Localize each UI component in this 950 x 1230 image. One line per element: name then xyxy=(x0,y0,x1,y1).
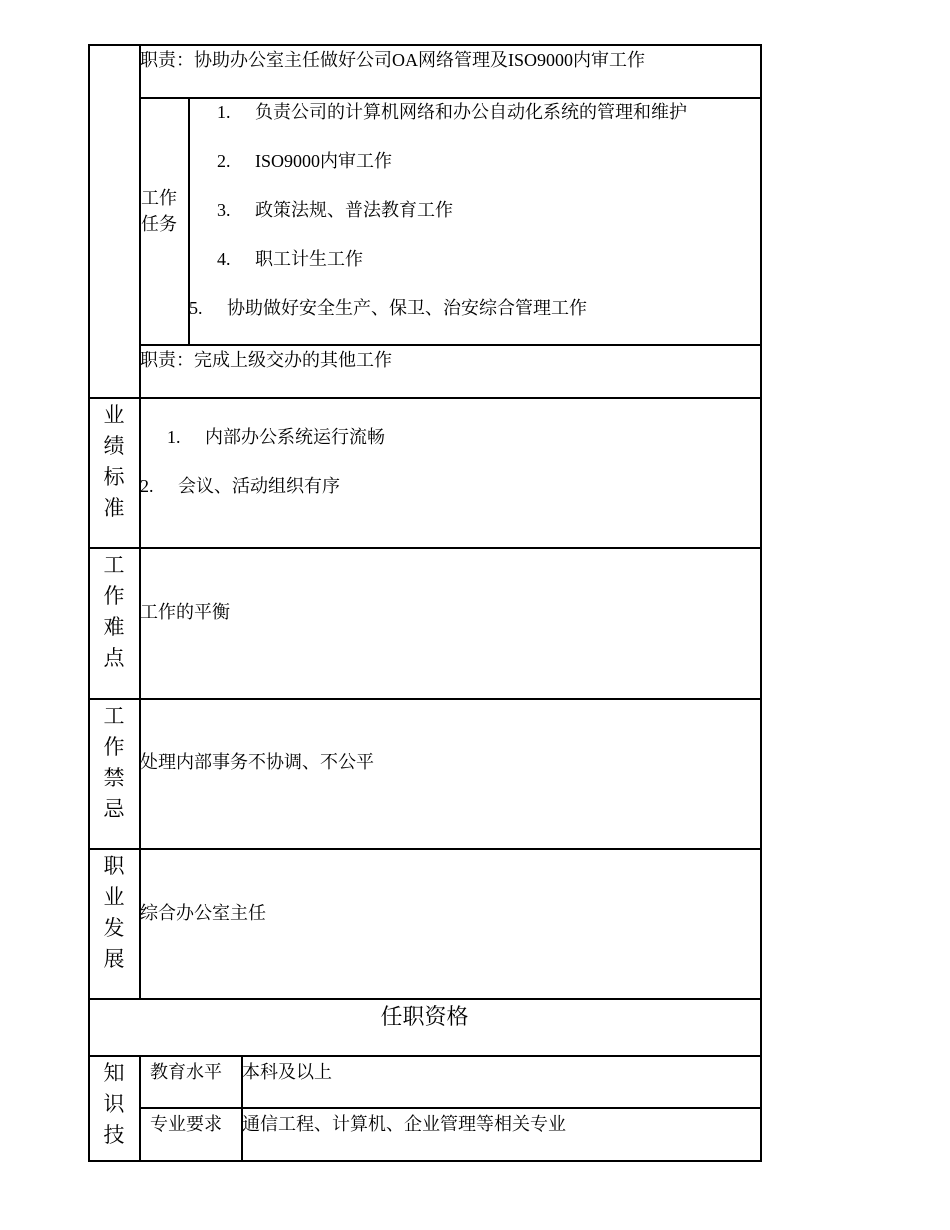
task-label-line-2: 任务 xyxy=(141,214,177,234)
performance-text: 内部办公系统运行流畅 xyxy=(205,427,385,447)
qualification-title-bottom-line xyxy=(88,1055,761,1057)
table-border-right xyxy=(760,44,762,1162)
performance-item-1 xyxy=(167,426,385,448)
label-char: 知 xyxy=(103,1061,125,1085)
major-value: 通信工程、计算机、企业管理等相关专业 xyxy=(242,1114,566,1134)
label-char: 标 xyxy=(103,465,125,489)
performance-number: 1. xyxy=(167,427,181,447)
education-value: 本科及以上 xyxy=(242,1062,332,1082)
label-char: 作 xyxy=(103,584,125,608)
performance-number: 2. xyxy=(140,476,154,496)
label-char: 绩 xyxy=(103,434,125,458)
qualification-row-divider xyxy=(139,1107,761,1109)
label-char: 识 xyxy=(103,1092,125,1116)
label-char: 作 xyxy=(103,735,125,759)
qualification-title: 任职资格 xyxy=(380,1004,469,1029)
task-text: 政策法规、普法教育工作 xyxy=(255,200,453,220)
career-label xyxy=(89,851,139,975)
label-char: 展 xyxy=(103,947,125,971)
label-char: 难 xyxy=(103,615,125,639)
label-char: 业 xyxy=(103,403,125,427)
task-number: 3. xyxy=(217,200,231,220)
table-border-bottom xyxy=(88,1160,761,1162)
task-item-5 xyxy=(189,297,587,319)
label-char: 业 xyxy=(103,885,125,909)
task-item-3 xyxy=(217,199,453,221)
task-text: ISO9000内审工作 xyxy=(255,151,393,171)
performance-label xyxy=(89,400,139,524)
task-item-4 xyxy=(217,248,363,270)
duty2-bottom-line xyxy=(88,397,761,399)
label-char: 职 xyxy=(103,854,125,878)
tasks-bottom-line xyxy=(139,344,761,346)
label-char: 技 xyxy=(103,1123,125,1147)
label-char: 禁 xyxy=(103,766,125,790)
duty1-bottom-line xyxy=(139,97,761,99)
education-key: 教育水平 xyxy=(150,1062,222,1082)
taboo-bottom-line xyxy=(88,848,761,850)
difficulty-text: 工作的平衡 xyxy=(140,602,230,622)
duty1-row xyxy=(140,49,645,71)
task-text: 职工计生工作 xyxy=(255,249,363,269)
qualification-label xyxy=(89,1058,139,1151)
career-bottom-line xyxy=(88,998,761,1000)
performance-text: 会议、活动组织有序 xyxy=(178,476,340,496)
taboo-label xyxy=(89,701,139,825)
label-char: 工 xyxy=(103,704,125,728)
task-label xyxy=(141,185,177,237)
duty2-text: 完成上级交办的其他工作 xyxy=(194,350,392,370)
difficulty-label xyxy=(89,550,139,674)
task-text: 协助做好安全生产、保卫、治安综合管理工作 xyxy=(227,298,587,318)
duty2-row xyxy=(140,349,392,371)
task-number: 5. xyxy=(189,298,203,318)
task-label-line-1: 工作 xyxy=(141,188,177,208)
difficulty-bottom-line xyxy=(88,698,761,700)
task-item-2 xyxy=(217,150,392,172)
task-number: 4. xyxy=(217,249,231,269)
label-char: 忌 xyxy=(103,797,125,821)
label-char: 准 xyxy=(103,496,125,520)
task-number: 1. xyxy=(217,102,231,122)
career-text: 综合办公室主任 xyxy=(140,903,266,923)
duty1-label: 职责： xyxy=(140,50,194,70)
performance-item-2 xyxy=(140,475,340,497)
qualification-label-divider xyxy=(139,1055,141,1162)
major-key: 专业要求 xyxy=(150,1114,222,1134)
task-number: 2. xyxy=(217,151,231,171)
duty1-text: 协助办公室主任做好公司OA网络管理及ISO9000内审工作 xyxy=(194,50,645,70)
task-text: 负责公司的计算机网络和办公自动化系统的管理和维护 xyxy=(255,102,687,122)
taboo-text: 处理内部事务不协调、不公平 xyxy=(140,752,374,772)
task-item-1 xyxy=(217,101,687,123)
performance-bottom-line xyxy=(88,547,761,549)
table-border-top xyxy=(88,44,761,46)
label-char: 点 xyxy=(103,646,125,670)
label-char: 工 xyxy=(103,553,125,577)
label-char: 发 xyxy=(103,916,125,940)
duty2-label: 职责： xyxy=(140,350,194,370)
